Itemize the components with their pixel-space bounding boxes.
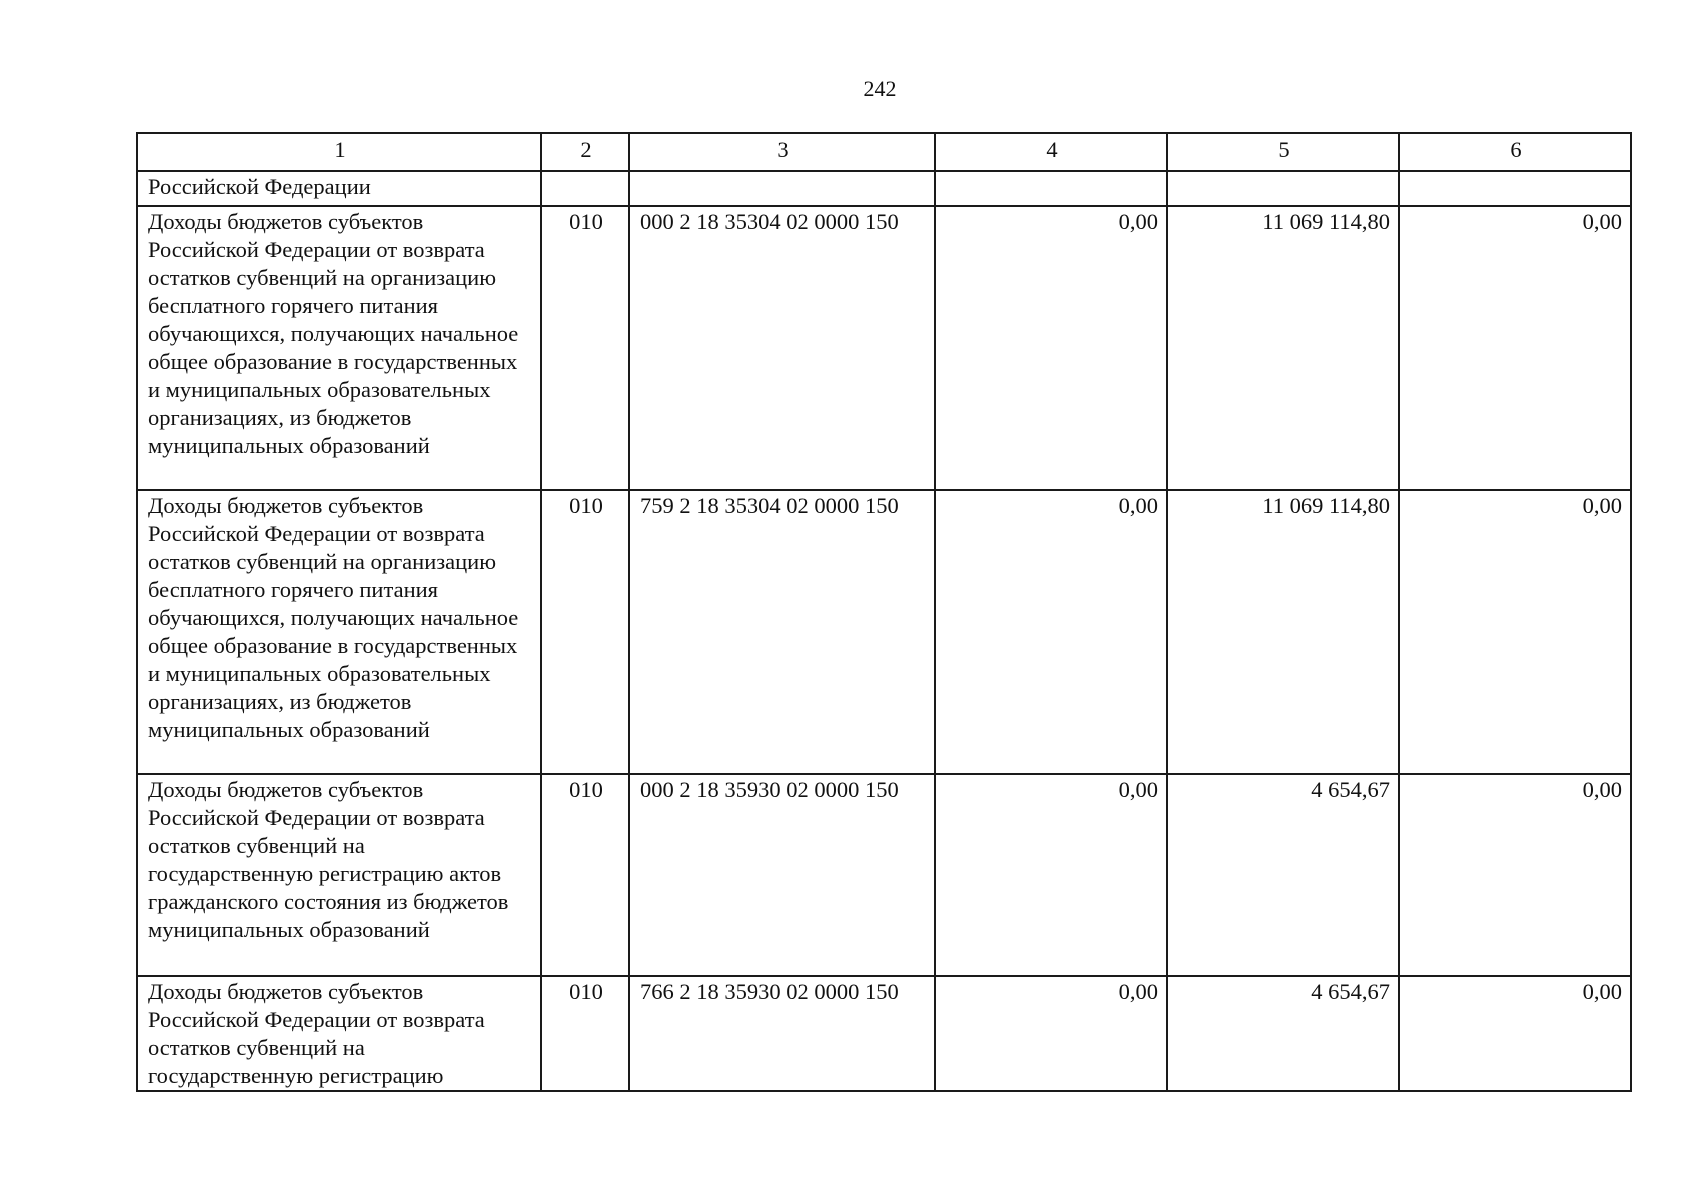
row-col6-cell: 0,00	[1399, 490, 1631, 774]
row-col4-cell: 0,00	[935, 774, 1167, 976]
row-col4-cell: 0,00	[935, 206, 1167, 490]
row-name-cell: Доходы бюджетов субъектов Российской Федерации от возврата остатков субвенций на организацию бесплатного горячего питания обучающихся, получающих начальное общее образование в государственных и муниципальных образовательных организациях, из бюджетов муниципальных образований	[137, 206, 541, 490]
row-kbk-cell: 766 2 18 35930 02 0000 150	[629, 976, 935, 1091]
row-kbk-cell: 000 2 18 35930 02 0000 150	[629, 774, 935, 976]
row-kbk-cell	[629, 171, 935, 206]
row-col6-cell: 0,00	[1399, 774, 1631, 976]
row-code-cell: 010	[541, 490, 629, 774]
column-header: 1	[137, 133, 541, 171]
budget-table	[136, 132, 1632, 1092]
column-header: 6	[1399, 133, 1631, 171]
row-col4-cell: 0,00	[935, 490, 1167, 774]
page-number: 242	[863, 76, 897, 101]
row-col5-cell: 11 069 114,80	[1167, 206, 1399, 490]
row-col6-cell: 0,00	[1399, 206, 1631, 490]
row-col6-cell: 0,00	[1399, 976, 1631, 1091]
row-code-cell	[541, 171, 629, 206]
column-header: 3	[629, 133, 935, 171]
row-kbk-cell: 759 2 18 35304 02 0000 150	[629, 490, 935, 774]
column-header: 2	[541, 133, 629, 171]
row-name-cell: Доходы бюджетов субъектов Российской Федерации от возврата остатков субвенций на государственную регистрацию	[137, 976, 541, 1091]
row-name-cell: Доходы бюджетов субъектов Российской Федерации от возврата остатков субвенций на государственную регистрацию актов гражданского состояния из бюджетов муниципальных образований	[137, 774, 541, 976]
row-col6-cell	[1399, 171, 1631, 206]
column-header: 4	[935, 133, 1167, 171]
table-header-row	[137, 133, 1631, 171]
column-header: 5	[1167, 133, 1399, 171]
row-col4-cell: 0,00	[935, 976, 1167, 1091]
table-row	[137, 206, 1631, 490]
table-row	[137, 976, 1631, 1091]
row-code-cell: 010	[541, 976, 629, 1091]
table-row	[137, 490, 1631, 774]
row-col4-cell	[935, 171, 1167, 206]
row-code-cell: 010	[541, 774, 629, 976]
row-name-cell: Российской Федерации	[137, 171, 541, 206]
table-row	[137, 171, 1631, 206]
row-name-cell: Доходы бюджетов субъектов Российской Федерации от возврата остатков субвенций на организацию бесплатного горячего питания обучающихся, получающих начальное общее образование в государственных и муниципальных образовательных организациях, из бюджетов муниципальных образований	[137, 490, 541, 774]
row-kbk-cell: 000 2 18 35304 02 0000 150	[629, 206, 935, 490]
row-code-cell: 010	[541, 206, 629, 490]
row-col5-cell: 4 654,67	[1167, 976, 1399, 1091]
table-row	[137, 774, 1631, 976]
row-col5-cell	[1167, 171, 1399, 206]
row-col5-cell: 11 069 114,80	[1167, 490, 1399, 774]
row-col5-cell: 4 654,67	[1167, 774, 1399, 976]
